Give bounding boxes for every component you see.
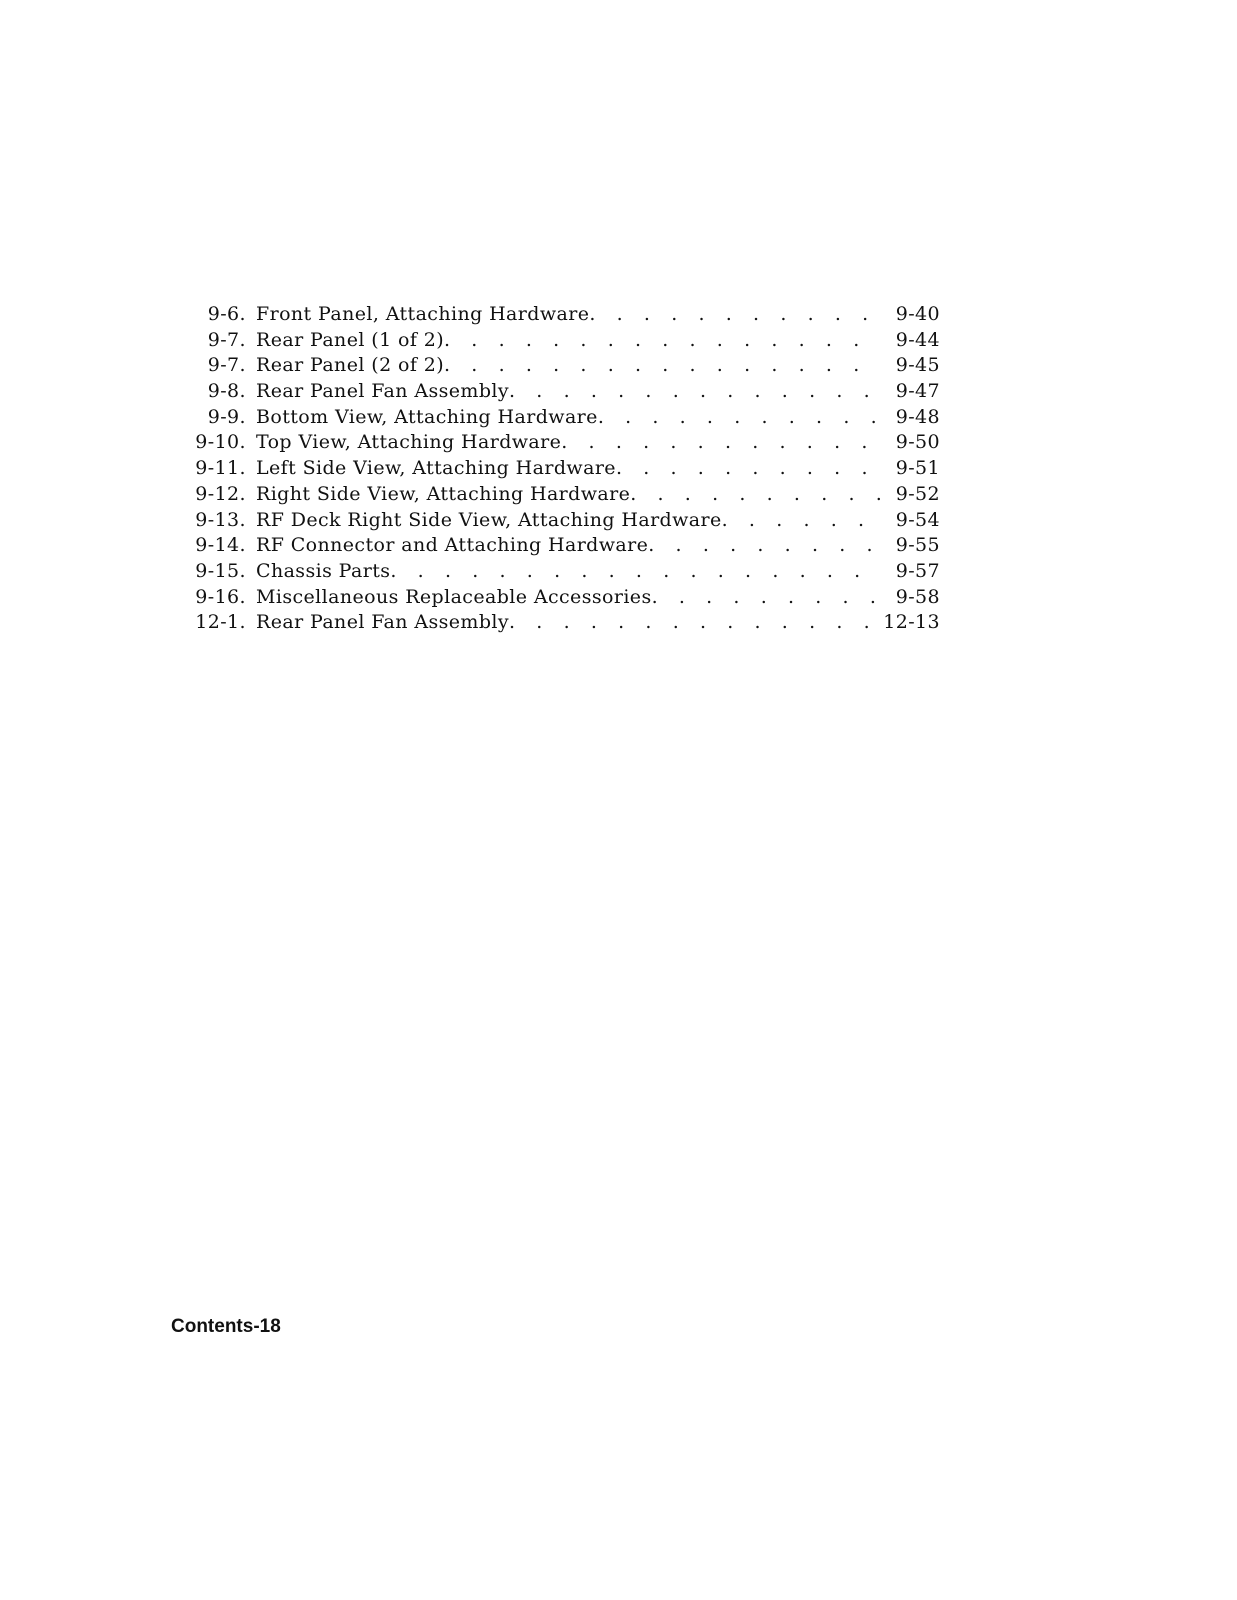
toc-entry-page: 9-55 xyxy=(895,534,940,557)
toc-entry xyxy=(190,431,940,457)
dot-leader xyxy=(509,611,882,633)
toc-entry xyxy=(190,560,940,586)
toc-entry-title: Left Side View, Attaching Hardware xyxy=(256,457,616,480)
toc-entry-number: 9-6. xyxy=(207,303,246,325)
toc-entry-title: Top View, Attaching Hardware xyxy=(256,431,562,454)
toc-entry xyxy=(190,329,940,355)
page-footer-label: Contents-18 xyxy=(171,1316,281,1337)
toc-entry-number: 9-8. xyxy=(207,380,246,403)
toc-entry-title: Rear Panel (2 of 2) xyxy=(256,354,445,377)
toc-entry-title: RF Deck Right Side View, Attaching Hardware xyxy=(256,508,722,531)
toc-entry-number: 9-7. xyxy=(207,354,246,377)
toc-entry-number: 9-13. xyxy=(195,508,246,531)
toc-entry-number: 9-14. xyxy=(195,534,246,557)
toc-entry-number: 9-9. xyxy=(207,405,246,428)
toc-entry-number: 9-10. xyxy=(195,431,246,454)
dot-leader xyxy=(652,586,882,608)
toc-entry-page: 9-48 xyxy=(895,405,940,428)
toc-entry-page: 9-57 xyxy=(895,559,940,582)
dot-leader xyxy=(561,431,882,453)
toc-entry-page: 9-54 xyxy=(895,508,940,531)
toc-entry-title: Rear Panel Fan Assembly xyxy=(256,380,510,403)
dot-leader xyxy=(444,354,882,376)
toc-entry-title: Right Side View, Attaching Hardware xyxy=(256,482,631,505)
toc-entry-title: Front Panel, Attaching Hardware xyxy=(256,303,590,325)
toc-entry-number: 9-11. xyxy=(195,457,246,480)
toc-entry xyxy=(190,483,940,509)
toc-entry-page: 9-52 xyxy=(895,482,940,505)
dot-leader xyxy=(722,509,882,531)
dot-leader xyxy=(390,560,882,582)
toc-entry-page: 9-51 xyxy=(895,457,940,480)
toc-entry xyxy=(190,380,940,406)
dot-leader xyxy=(509,380,882,402)
toc-entry-title: RF Connector and Attaching Hardware xyxy=(256,534,649,557)
toc-entry-number: 12-1. xyxy=(195,611,246,634)
toc-entry-page: 12-13 xyxy=(883,611,940,634)
toc-entry xyxy=(190,586,940,612)
toc-entry-title: Miscellaneous Replaceable Accessories xyxy=(256,585,652,608)
toc-entry-number: 9-16. xyxy=(195,585,246,608)
toc-entry-page: 9-44 xyxy=(895,328,940,351)
toc-entry-title: Bottom View, Attaching Hardware xyxy=(256,405,598,428)
toc-entry xyxy=(190,406,940,432)
toc-entry-title: Rear Panel (1 of 2) xyxy=(256,328,445,351)
toc-entry-number: 9-7. xyxy=(207,328,246,351)
toc-entry-number: 9-12. xyxy=(195,482,246,505)
dot-leader xyxy=(616,457,882,479)
toc-entry xyxy=(190,534,940,560)
toc-entry xyxy=(190,354,940,380)
toc-entry xyxy=(190,509,940,535)
toc-entry-number: 9-15. xyxy=(195,559,246,582)
dot-leader xyxy=(589,303,882,325)
toc-entry-title: Rear Panel Fan Assembly xyxy=(256,611,510,634)
dot-leader xyxy=(648,534,882,556)
toc-entry xyxy=(190,303,940,329)
toc-entry-page: 9-50 xyxy=(895,431,940,454)
dot-leader xyxy=(598,406,882,428)
dot-leader xyxy=(444,329,882,351)
toc-list xyxy=(190,303,940,637)
toc-entry-page: 9-58 xyxy=(895,585,940,608)
toc-entry xyxy=(190,457,940,483)
toc-entry-title: Chassis Parts xyxy=(256,559,391,582)
toc-entry-page: 9-45 xyxy=(895,354,940,377)
toc-entry-page: 9-40 xyxy=(895,303,940,325)
toc-entry-page: 9-47 xyxy=(895,380,940,403)
toc-entry xyxy=(190,611,940,637)
dot-leader xyxy=(630,483,882,505)
